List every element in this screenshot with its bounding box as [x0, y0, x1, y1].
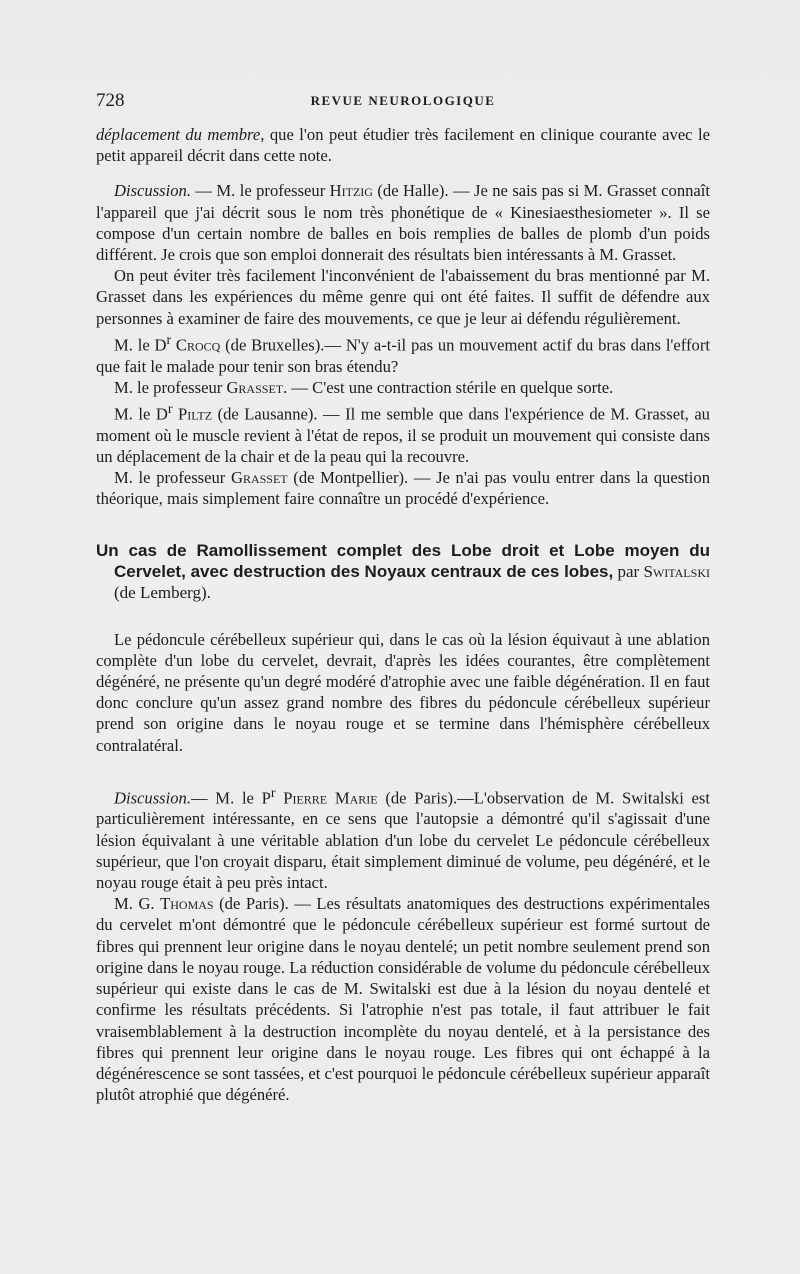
paragraph-grasset-reply: M. le professeur Grasset. — C'est une contraction stérile en quelque sorte.: [114, 377, 614, 397]
author-name: Switalski: [643, 561, 710, 581]
paragraph-hitzig-continued: On peut éviter très facilement l'inconvénient de l'abaissement du bras mentionné par M. Grasset dans les expériences du même genre qui ont été faites. Il suffit de défendre aux personnes à examiner de faire des mouvements, ce que je leur ai défendu régulièrement.: [96, 266, 710, 328]
speaker-name: Crocq: [175, 335, 221, 355]
paragraph-discussion-marie: Discussion.— M. le $P^r$ Pierre Marie (de Paris).—L'observation de M. Switalski est particulièrement intéressante, en ce sens que l'autopsie a démontré qu'il s'agissait d'une lésion équivalant à une véritable ablation d'un lobe du cervelet Le pédoncule cérébelleux supérieur, que l'on croyait disparu, était simplement diminué de volume, peu dégénéré, et le noyau rouge était à peu près intact.: [96, 784, 710, 893]
paragraph-grasset-final: M. le professeur Grasset (de Montpellier). — Je n'ai pas voulu entrer dans la question théorique, mais simplement faire connaître un procédé d'expérience.: [96, 468, 710, 509]
speaker-name: Pierre Marie: [283, 788, 378, 808]
paragraph-continuation: déplacement du membre, que l'on peut étudier très facilement en clinique courante avec le petit appareil décrit dans cette note.: [96, 125, 710, 166]
paragraph-discussion-hitzig: Discussion. — M. le professeur Hitzig (de Halle). — Je ne sais pas si M. Grasset connaît l'appareil que j'ai décrit sous le nom très phonétique de « Kinesiaesthesiometer ». Il se compose d'un certain nombre de balles en bois remplies de balles de plomb d'un poids différent. Je crois que son emploi donnerait des résultats bien intéressants à M. Grasset.: [96, 181, 710, 265]
article-title: Un cas de Ramollissement complet des Lobe droit et Lobe moyen du Cervelet, avec destruction des Noyaux centraux de ces lobes, par Switalski (de Lemberg).: [96, 540, 710, 602]
speaker-name: Thomas: [160, 894, 214, 914]
speaker-name: Grasset: [230, 468, 288, 488]
running-title: REVUE NEUROLOGIQUE: [310, 93, 496, 108]
paragraph-crocq: M. le $D^r$ Crocq (de Bruxelles).— N'y a-t-il pas un mouvement actif du bras dans l'effort que fait le malade pour tenir son bras étendu?: [96, 331, 710, 376]
italic-phrase: déplacement du membre,: [96, 125, 265, 144]
discussion-label: Discussion.: [114, 788, 191, 808]
page-header: [96, 90, 710, 114]
page-number: 728: [96, 90, 125, 111]
speaker-name: Grasset: [226, 377, 284, 397]
paragraph-abstract: Le pédoncule cérébelleux supérieur qui, dans le cas où la lésion équivaut à une ablation complète d'un lobe du cervelet, devrait, d'après les idées courantes, être complètement dégénéré, ne présente qu'un degré modéré d'atrophie avec une faible dégénération. Il en faut donc conclure qu'un assez grand nombre des fibres du pédoncule cérébelleux supérieur prend son origine dans le noyau rouge et se termine dans l'hémisphère cérébelleux contralatéral.: [96, 629, 710, 755]
speaker-name: Hitzig: [329, 181, 373, 201]
page-body: [96, 124, 710, 1105]
paragraph-thomas: M. G. Thomas (de Paris). — Les résultats anatomiques des destructions expérimentales du cervelet m'ont démontré que le pédoncule cérébelleux supérieur est formé surtout de fibres qui prennent leur origine dans le noyau dentelé; un petit nombre seulement prend son origine dans le noyau rouge. La réduction considérable de volume du pédoncule cérébelleux supérieur qui existe dans le cas de M. Switalski est due à la lésion du noyau dentelé et confirme les résultats précédents. Si l'atrophie n'est pas totale, il faut attribuer le fait vraisemblablement à la destruction incomplète du noyau dentelé, et à la persistance des fibres qui prennent leur origine dans le noyau rouge. Les fibres qui ont échappé à la dégénérescence se sont tassées, et c'est pourquoi le pédoncule cérébelleux supérieur apparaît plutôt atrophié que dégénéré.: [96, 894, 710, 1105]
paragraph-piltz: M. le $D^r$ Piltz (de Lausanne). — Il me semble que dans l'expérience de M. Grasset, au moment où le muscle revient à l'état de repos, il se produit un mouvement qui consiste dans un déplacement de la chair et de la peau qui la recouvre.: [96, 400, 710, 466]
discussion-label: Discussion.: [114, 181, 191, 201]
speaker-name: Piltz: [177, 404, 213, 424]
